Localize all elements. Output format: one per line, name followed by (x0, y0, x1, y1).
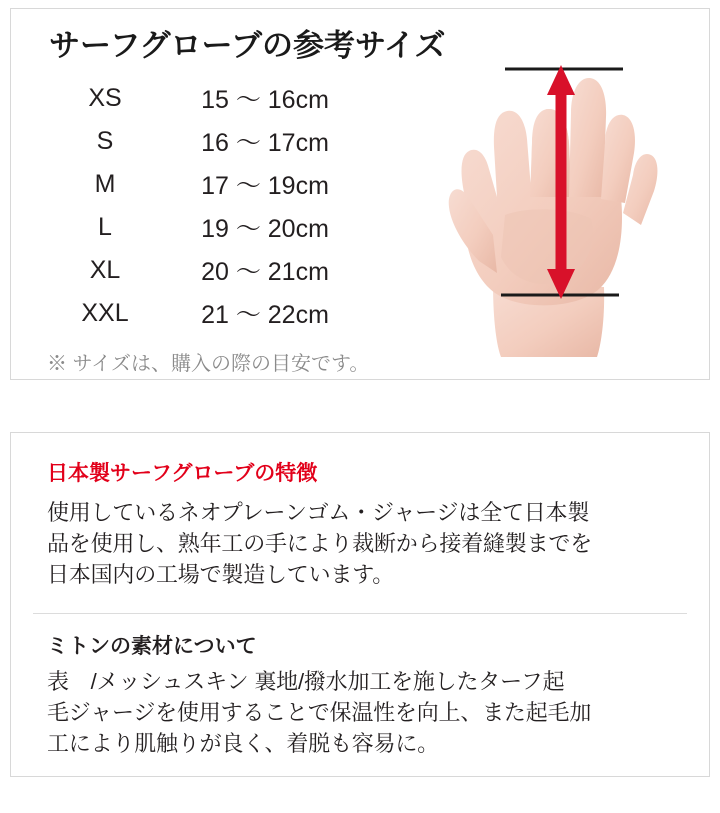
size-label: XXL (81, 298, 129, 327)
features-body-line: 使用しているネオプレーンゴム・ジャージは全て日本製 (47, 500, 590, 525)
table-row (45, 120, 365, 163)
table-row (45, 206, 365, 249)
hand-illustration (401, 47, 691, 357)
material-heading: ミトンの素材について (47, 634, 257, 658)
size-table (45, 77, 365, 335)
size-range: 17 〜 19cm (201, 172, 329, 201)
features-heading: 日本製サーフグローブの特徴 (47, 462, 318, 485)
size-label: XL (89, 255, 121, 284)
features-body (47, 497, 687, 591)
size-range: 16 〜 17cm (201, 129, 329, 158)
material-body-line: 表 /メッシュスキン 裏地/撥水加工を施したターフ起 (47, 668, 565, 694)
features-body-line: 日本国内の工場で製造しています。 (47, 562, 395, 588)
table-row (45, 163, 365, 206)
material-body-line: 毛ジャージを使用することで保温性を向上、また起毛加 (47, 699, 592, 725)
table-row (45, 292, 365, 335)
material-body-line: 工により肌触りが良く、着脱も容易に。 (47, 731, 439, 757)
features-body-line: 品を使用し、熟年工の手により裁断から接着縫製までを (47, 531, 593, 557)
table-row (45, 249, 365, 292)
size-range: 15 〜 16cm (201, 86, 329, 115)
features-panel (10, 432, 710, 777)
size-label: L (98, 212, 112, 241)
size-note: ※ サイズは、購入の際の目安です。 (47, 353, 370, 376)
size-label: M (94, 169, 116, 198)
section-divider (33, 613, 687, 614)
material-body (47, 666, 687, 760)
size-range: 21 〜 22cm (201, 301, 329, 330)
hand-measure-illustration (401, 47, 691, 357)
page-title: サーフグローブの参考サイズ (49, 28, 446, 63)
size-guide-panel (10, 8, 710, 380)
size-range: 19 〜 20cm (201, 215, 329, 244)
table-row (45, 77, 365, 120)
size-range: 20 〜 21cm (201, 258, 329, 287)
size-label: XS (88, 83, 122, 112)
finger-middle (569, 78, 606, 197)
size-label: S (96, 126, 114, 155)
